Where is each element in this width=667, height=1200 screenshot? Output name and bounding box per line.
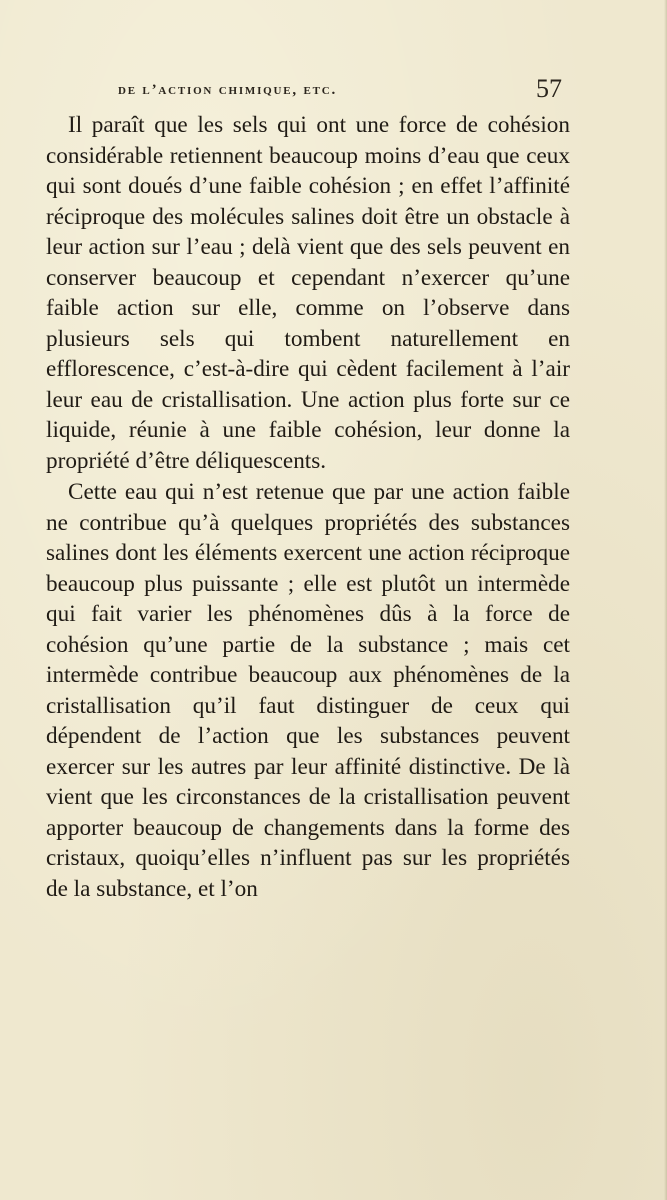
- running-head: de l’action chimique, etc.: [118, 82, 338, 98]
- paragraph: Cette eau qui n’est retenue que par une action faible ne contribue qu’à quelques propriétés des substances salines dont les éléments exercent une action réciproque beaucoup plus puissante ; elle est plutôt un intermède qui fait varier les phénomènes dûs à la force de cohésion qu’une partie de la substance ; mais cet intermède contribue beaucoup aux phénomènes de la cristallisation qu’il faut distinguer de ceux qui dépendent de l’action que les substances peuvent exercer sur les autres par leur affinité distinctive. De là vient que les circonstances de la cristallisation peuvent apporter beaucoup de changements dans la forme des cristaux, quoiqu’elles n’influent pas sur les propriétés de la substance, et l’on: [46, 479, 570, 902]
- page-header: [118, 74, 566, 108]
- body-text: [46, 110, 570, 904]
- page-number: 57: [536, 74, 562, 103]
- paragraph: Il paraît que les sels qui ont une force de cohésion considérable retiennent beaucoup moins d’eau que ceux qui sont doués d’une faible cohésion ; en effet l’affinité réciproque des molécules salines doit être un obstacle à leur action sur l’eau ; delà vient que des sels peuvent en conserver beaucoup et cependant n’exercer qu’une faible action sur elle, comme on l’observe dans plusieurs sels qui tombent naturellement en efflorescence, c’est-à-dire qui cèdent facilement à l’air leur eau de cristallisation. Une action plus forte sur ce liquide, réunie à une faible cohésion, leur donne la propriété d’être déliquescents.: [46, 112, 570, 474]
